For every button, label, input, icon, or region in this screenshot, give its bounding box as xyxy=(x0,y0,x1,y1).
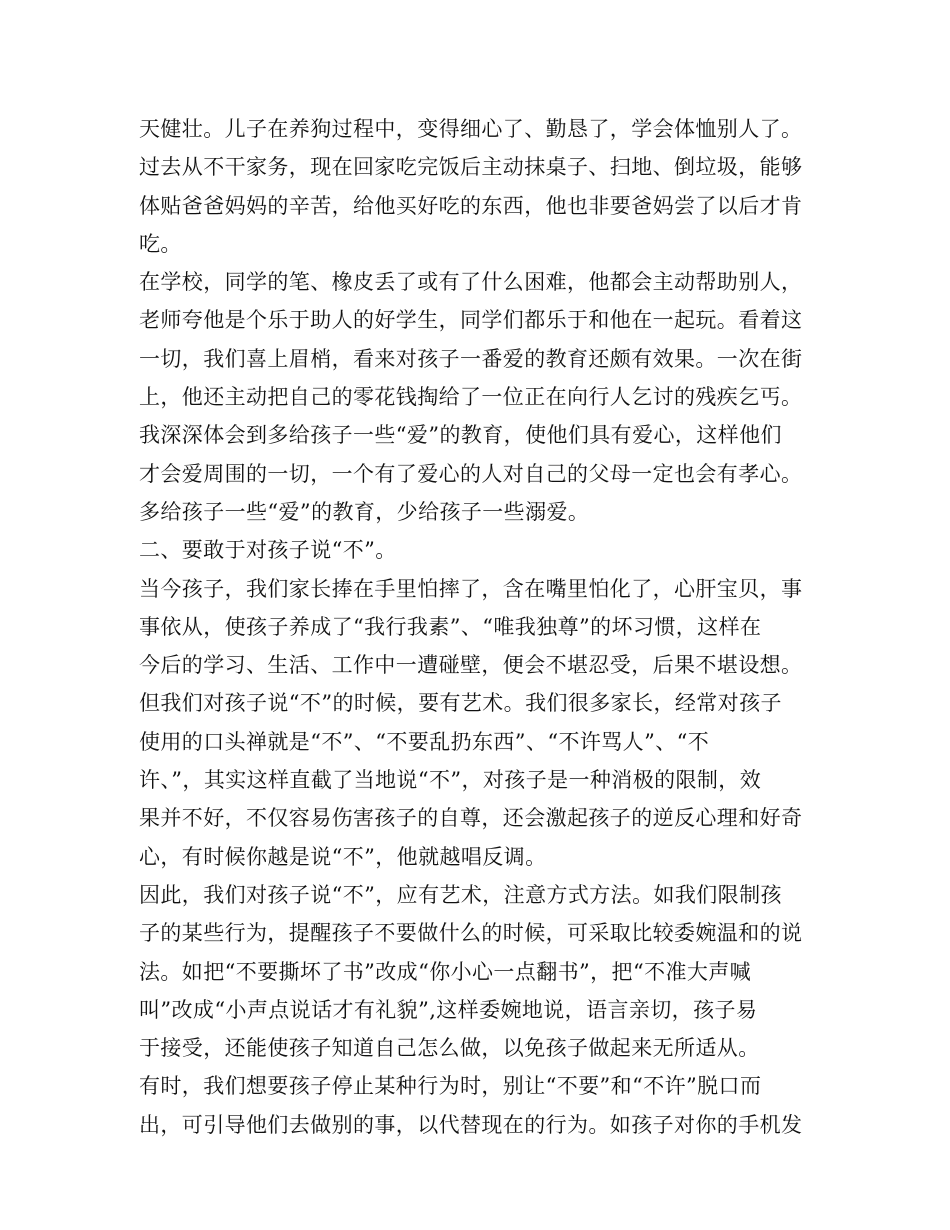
text-line: 一切，我们喜上眉梢，看来对孩子一番爱的教育还颇有效果。一次在街 xyxy=(139,346,803,371)
section-heading: 二、要敢于对孩子说“不”。 xyxy=(139,538,397,563)
text-line: 心，有时候你越是说“不”，他就越唱反调。 xyxy=(139,844,547,869)
text-line: 果并不好，不仅容易伤害孩子的自尊，还会激起孩子的逆反心理和好奇 xyxy=(139,806,803,831)
text-line: 许、”，其实这样直截了当地说“不”，对孩子是一种消极的限制，效 xyxy=(139,768,762,793)
text-line: 事依从，使孩子养成了“我行我素”、“唯我独尊”的坏习惯，这样在 xyxy=(139,614,762,639)
text-line: 我深深体会到多给孩子一些“爱”的教育，使他们具有爱心，这样他们 xyxy=(139,423,782,448)
text-line: 上，他还主动把自己的零花钱掏给了一位正在向行人乞讨的残疾乞丐。 xyxy=(139,385,803,410)
text-line: 才会爱周围的一切，一个有了爱心的人对自己的父母一定也会有孝心。 xyxy=(139,461,803,486)
body-text xyxy=(139,110,819,1144)
text-line: 但我们对孩子说“不”的时候，要有艺术。我们很多家长，经常对孩子 xyxy=(139,691,782,716)
text-line: 子的某些行为，提醒孩子不要做什么的时候，可采取比较委婉温和的说 xyxy=(139,921,803,946)
text-line: 天健壮。儿子在养狗过程中，变得细心了、勤恳了，学会体恤别人了。 xyxy=(139,117,803,141)
text-line: 体贴爸爸妈妈的辛苦，给他买好吃的东西，他也非要爸妈尝了以后才肯 xyxy=(139,193,803,218)
text-line: 多给孩子一些“爱”的教育，少给孩子一些溺爱。 xyxy=(139,499,590,524)
text-line: 叫”改成“小声点说话才有礼貌”,这样委婉地说，语言亲切，孩子易 xyxy=(139,997,758,1022)
text-line: 老师夸他是个乐于助人的好学生，同学们都乐于和他在一起玩。看着这 xyxy=(139,308,803,333)
text-line: 过去从不干家务，现在回家吃完饭后主动抹桌子、扫地、倒垃圾，能够 xyxy=(139,155,803,180)
text-line: 在学校，同学的笔、橡皮丢了或有了什么困难，他都会主动帮助别人， xyxy=(139,270,803,295)
text-line: 当今孩子，我们家长捧在手里怕摔了，含在嘴里怕化了，心肝宝贝，事 xyxy=(139,576,803,601)
text-line: 因此，我们对孩子说“不”，应有艺术，注意方式方法。如我们限制孩 xyxy=(139,882,782,907)
text-line: 法。如把“不要撕坏了书”改成“你小心一点翻书”，把“不准大声喊 xyxy=(139,959,752,984)
text-line: 使用的口头禅就是“不”、“不要乱扔东西”、“不许骂人”、“不 xyxy=(139,729,710,754)
text-line: 于接受，还能使孩子知道自己怎么做，以免孩子做起来无所适从。 xyxy=(139,1036,760,1061)
text-line: 出，可引导他们去做别的事，以代替现在的行为。如孩子对你的手机发 xyxy=(139,1112,803,1137)
text-line: 吃。 xyxy=(139,231,182,256)
text-line: 有时，我们想要孩子停止某种行为时，别让“不要”和“不许”脱口而 xyxy=(139,1074,762,1099)
text-line: 今后的学习、生活、工作中一遭碰壁，便会不堪忍受，后果不堪设想。 xyxy=(139,653,803,678)
